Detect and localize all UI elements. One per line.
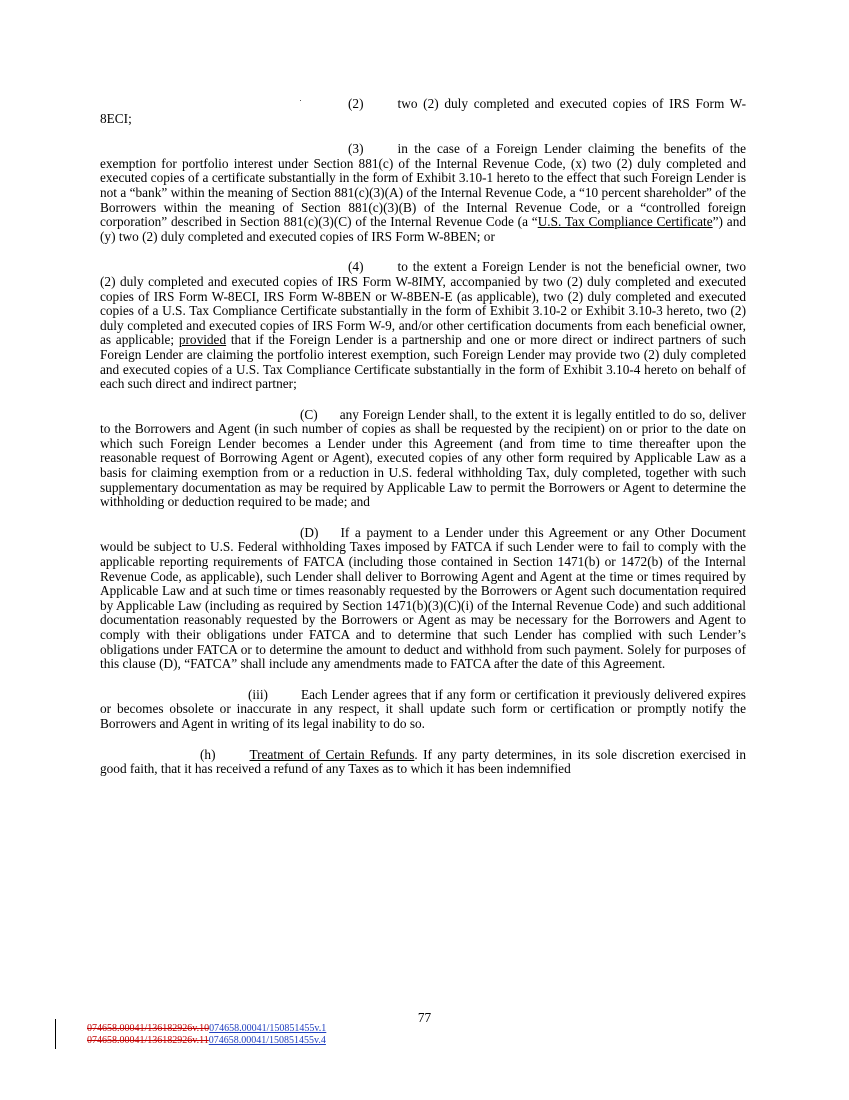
- page-number: 77: [417, 1010, 432, 1025]
- provided-term: provided: [178, 332, 227, 348]
- clause-text: any Foreign Lender shall, to the extent it is legally entitled to do so, deliver to the Borrowers and Agent (in such number of copies as shall be requested by the recipient) on or prior to the date on which such Foreign Lender becomes a Lender under this Agreement (and from time to time thereafter upon the reasonable request of Borrowing Agent or Agent), executed copies of any other form required by Applicable Law as a basis for claiming exemption from or a reduction in U.S. federal withholding Tax, duly completed, together with such supplementary documentation as may be required by Applicable Law to permit the Borrowers or Agent to determine the withholding or deduction required to be made; and: [100, 406, 746, 510]
- clause-text: in the case of a Foreign Lender claiming the benefits of the exemption for portfolio interest under Section 881(c) of the Internal Revenue Code, (x) two (2) duly completed and executed copies of a certificate substantially in the form of Exhibit 3.10-1 hereto to the effect that such Foreign Lender is not a “bank” within the meaning of Section 881(c)(3)(A) of the Internal Revenue Code, a “10 percent shareholder” of the Borrowers within the meaning of Section 881(c)(3)(B) of the Internal Revenue Code, or a “controlled foreign corporation” described in Section 881(c)(3)(C) of the Internal Revenue Code (a “: [100, 141, 746, 230]
- clause-text: . If any party determines, in its sole discretion exercised in good faith, that it has received a refund of any Taxes as to which it has been indemnified: [100, 746, 746, 777]
- defined-term: U.S. Tax Compliance Certificate: [537, 214, 713, 230]
- change-bar: [55, 1019, 56, 1049]
- clause-number: (h): [200, 746, 216, 762]
- clause-iii: [100, 688, 746, 732]
- doc-id-line: [87, 1023, 326, 1035]
- clause-text: two (2) duly completed and executed copies of IRS Form W-8ECI;: [100, 96, 746, 126]
- clause-text: If a payment to a Lender under this Agreement or any Other Document would be subject to U.S. Federal withholding Taxes imposed by FATCA if such Lender were to fail to comply with the applicable reporting requirements of FATCA (including those contained in Section 1471(b) or 1472(b) of the Internal Revenue Code, as applicable), such Lender shall deliver to Borrowing Agent and Agent at the time or times required by Applicable Law and at such time or times reasonably requested by the Borrowers or Agent such documentation required by Applicable Law (including as required by Section 1471(b)(3)(C)(i) of the Internal Revenue Code) and such additional documentation reasonably requested by the Borrowers or Agent as may be necessary for the Borrowers and Agent to comply with their obligations under FATCA and to determine that such Lender has complied with such Lender’s obligations under FATCA or to determine the amount to deduct and withhold from such payment. Solely for purposes of this clause (D), “FATCA” shall include any amendments made to FATCA after the date of this Agreement.: [100, 524, 746, 672]
- document-body: [100, 97, 746, 793]
- clause-text: to the extent a Foreign Lender is not the beneficial owner, two (2) duly completed and executed copies of IRS Form W-8IMY, accompanied by two (2) duly completed and executed copies of IRS Form W-8ECI, IRS Form W-8BEN or W-8BEN-E (as applicable), two (2) duly completed and executed copies of a U.S. Tax Compliance Certificate substantially in the form of Exhibit 3.10-2 or Exhibit 3.10-3 hereto, two (2) duly completed and executed copies of IRS Form W-9, and/or other certification documents from each beneficial owner, as applicable;: [100, 259, 746, 348]
- clause-number: (3): [348, 141, 364, 157]
- clause-3: [100, 142, 746, 244]
- clause-D: [100, 526, 746, 672]
- clause-4: [100, 260, 746, 391]
- clause-h: [100, 748, 746, 777]
- clause-text: Each Lender agrees that if any form or certification it previously delivered expires or becomes obsolete or inaccurate in any respect, it shall update such form or certification or promptly notify the Borrowers and Agent in writing of its legal inability to do so.: [100, 686, 746, 731]
- clause-number: (D): [300, 524, 319, 540]
- doc-id-line: [87, 1035, 326, 1047]
- clause-number: (2): [348, 96, 364, 111]
- deleted-doc-id: 074658.00041/136182926v.11: [87, 1034, 209, 1046]
- clause-text-cont: that if the Foreign Lender is a partnership and one or more direct or indirect partners of such Foreign Lender are claiming the portfolio interest exemption, such Foreign Lender may provide two (2) duly completed and executed copies of a U.S. Tax Compliance Certificate substantially in the form of Exhibit 3.10-4 hereto on behalf of each such direct and indirect partner;: [100, 332, 746, 392]
- clause-2: [100, 97, 746, 126]
- clause-number: (iii): [248, 686, 268, 702]
- deleted-doc-id: 074658.00041/136182926v.10: [87, 1023, 210, 1034]
- clause-text-cont: ”) and (y) two (2) duly completed and executed copies of IRS Form W-8BEN; or: [100, 214, 746, 244]
- clause-C: [100, 408, 746, 510]
- document-ids: [87, 1023, 326, 1046]
- section-heading: Treatment of Certain Refunds: [249, 746, 415, 762]
- clause-number: (4): [348, 259, 364, 275]
- inserted-doc-id: 074658.00041/150851455v.4: [208, 1034, 326, 1046]
- inserted-doc-id: 074658.00041/150851455v.1: [209, 1023, 327, 1034]
- clause-number: (C): [300, 406, 318, 422]
